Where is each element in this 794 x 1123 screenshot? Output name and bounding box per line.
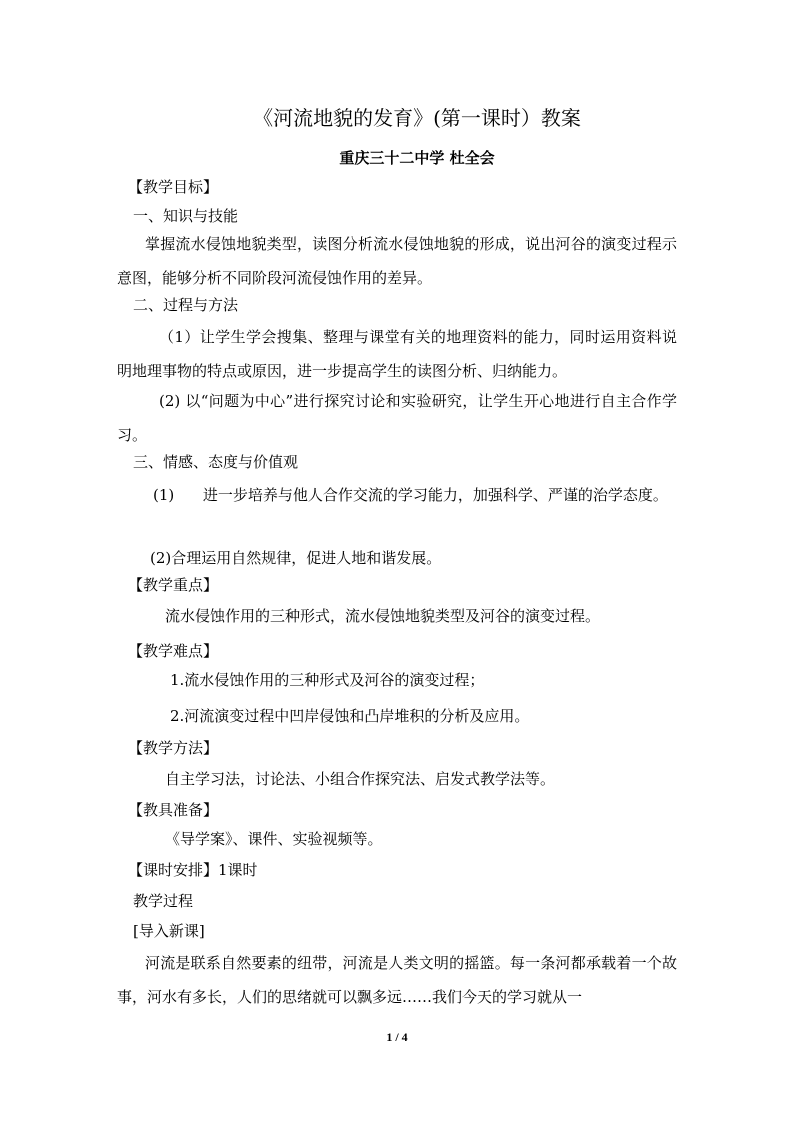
difficult-item-2: 2.河流演变过程中凹岸侵蚀和凸岸堆积的分析及应用。 xyxy=(170,707,530,725)
process-item-1: （1）让学生学会搜集、整理与课堂有关的地理资料的能力，同时运用资料说明地理事物的特点或原因，进一步提高学生的读图分析、归纳能力。 xyxy=(117,328,677,380)
intro-heading: [导入新课] xyxy=(133,922,205,940)
difficult-heading: 【教学难点】 xyxy=(128,642,219,660)
document-author: 重庆三十二中学 杜全会 xyxy=(339,149,495,167)
method-text: 自主学习法，讨论法、小组合作探究法、启发式教学法等。 xyxy=(165,770,556,788)
schedule-text: 1课时 xyxy=(218,861,258,879)
knowledge-heading: 一、知识与技能 xyxy=(133,207,239,225)
key-text: 流水侵蚀作用的三种形式，流水侵蚀地貌类型及河谷的演变过程。 xyxy=(165,607,601,625)
page-number: 1 / 4 xyxy=(386,1030,408,1044)
emotion-item-1: (1) 进一步培养与他人合作交流的学习能力，加强科学、严谨的治学态度。 xyxy=(153,486,668,504)
schedule-heading: 【课时安排】 xyxy=(128,861,219,879)
intro-text: 河流是联系自然要素的纽带，河流是人类文明的摇篮。每一条河都承载着一个故事，河水有多长，人们的思绪就可以飘多远……我们今天的学习就从一 xyxy=(117,954,677,1006)
key-heading: 【教学重点】 xyxy=(128,576,219,594)
process-title: 教学过程 xyxy=(133,892,194,910)
emotion-item-2: (2)合理运用自然规律，促进人地和谐发展。 xyxy=(150,549,442,567)
knowledge-text: 掌握流水侵蚀地貌类型，读图分析流水侵蚀地貌的形成，说出河谷的演变过程示意图，能够分析不同阶段河流侵蚀作用的差异。 xyxy=(117,235,677,287)
emotion-heading: 三、情感、态度与价值观 xyxy=(133,453,299,471)
tools-text: 《导学案》、课件、实验视频等。 xyxy=(165,830,383,848)
difficult-item-1: 1.流水侵蚀作用的三种形式及河谷的演变过程； xyxy=(170,671,485,689)
method-heading: 【教学方法】 xyxy=(128,739,219,757)
tools-heading: 【教具准备】 xyxy=(128,801,219,819)
goals-heading: 【教学目标】 xyxy=(128,178,219,196)
schedule-line xyxy=(128,860,258,880)
document-title: 《河流地貌的发育》(第一课时）教案 xyxy=(253,106,581,130)
process-heading: 二、过程与方法 xyxy=(133,296,239,314)
process-item-2: (2) 以“问题为中心”进行探究讨论和实验研究，让学生开心地进行自主合作学习。 xyxy=(117,392,677,444)
